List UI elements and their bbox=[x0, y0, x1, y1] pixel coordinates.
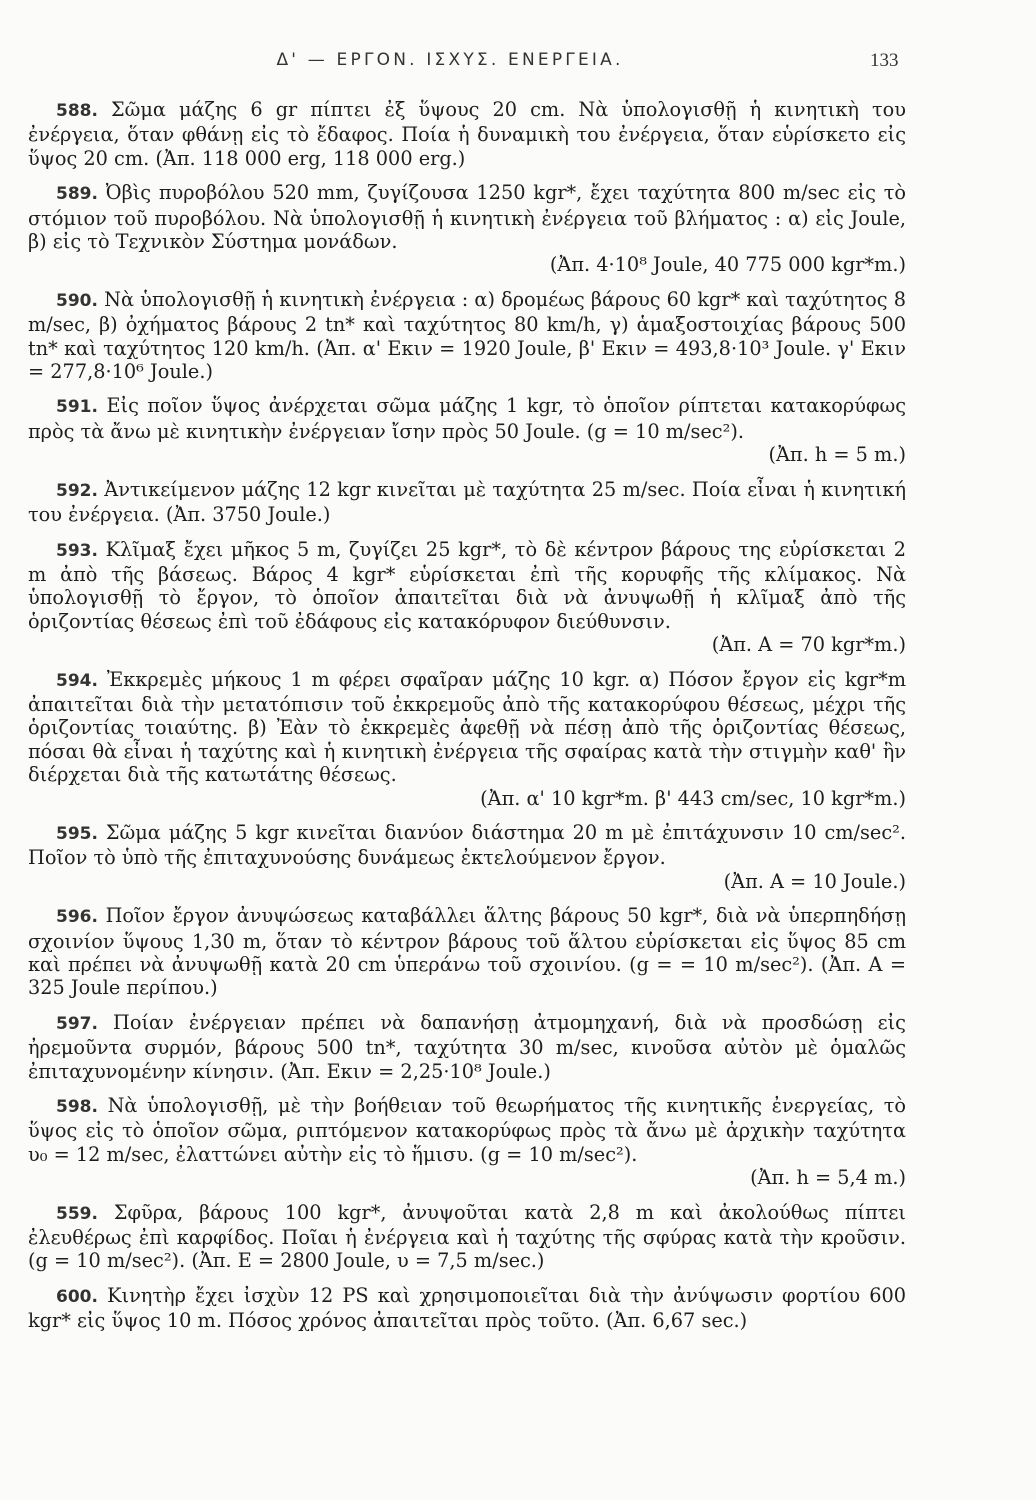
problem-text: Ποῖον ἔργον ἀνυψώσεως καταβάλλει ἅλτης βάρους 50 kgr*, διὰ νὰ ὑπερπηδήσῃ σχοινίον ὕψους 1,30 m, ὅταν τὸ κέντρον βάρους τοῦ ἅλτου εὑρίσκεται εἰς ὕψος 85 cm καὶ πρέπει νὰ ἀνυψωθῇ κατὰ 20 cm ὑπεράνω τοῦ σχοινίου. (g = = 10 m/sec²). (Ἀπ. A = 325 Joule περίπου.) bbox=[28, 904, 906, 1000]
problem-answer: (Ἀπ. 4·10⁸ Joule, 40 775 000 kgr*m.) bbox=[549, 253, 906, 277]
problem-number: 593. bbox=[56, 540, 98, 561]
page-number: 133 bbox=[870, 50, 899, 71]
problem-597 bbox=[28, 1011, 906, 1083]
problem-number: 594. bbox=[56, 670, 98, 691]
problem-text: Εἰς ποῖον ὕψος ἀνέρχεται σῶμα μάζης 1 kgr, τὸ ὁποῖον ρίπτεται κατακορύφως πρὸς τὰ ἄνω μὲ κινητικὴν ἐνέργειαν ἴσην πρὸς 50 Joule. (g = 10 m/sec²). bbox=[28, 394, 906, 443]
running-title: Δ' — ΕΡΓΟΝ. ΙΣΧΥΣ. ΕΝΕΡΓΕΙΑ. bbox=[276, 50, 624, 70]
problem-594 bbox=[28, 668, 906, 810]
problem-number: 597. bbox=[56, 1013, 98, 1034]
problem-number: 592. bbox=[56, 480, 98, 501]
problem-text: Κινητὴρ ἔχει ἰσχὺν 12 PS καὶ χρησιμοποιεῖται διὰ τὴν ἀνύψωσιν φορτίου 600 kgr* εἰς ὕψος 10 m. Πόσος χρόνος ἀπαιτεῖται πρὸς τοῦτο. (Ἀπ. 6,67 sec.) bbox=[28, 1283, 906, 1333]
problem-text: Ἐκκρεμὲς μήκους 1 m φέρει σφαῖραν μάζης 10 kgr. α) Πόσον ἔργον εἰς kgr*m ἀπαιτεῖται διὰ τὴν μετατόπισιν τοῦ ἐκκρεμοῦς ἀπὸ τῆς κατακορύφου θέσεως, μέχρι τῆς ὁριζοντίας τοιαύτης. β) Ἐὰν τὸ ἐκκρεμὲς ἀφεθῇ νὰ πέσῃ ἀπὸ τῆς ὁριζοντίας θέσεως, πόσαι θὰ εἶναι ἡ ταχύτης καὶ ἡ κινητικὴ ἐνέργεια τῆς σφαίρας κατὰ τὴν στιγμὴν καθ' ἣν διέρχεται διὰ τῆς κατωτάτης θέσεως. bbox=[28, 667, 906, 787]
problem-text: Ὀβὶς πυροβόλου 520 mm, ζυγίζουσα 1250 kgr*, ἔχει ταχύτητα 800 m/sec εἰς τὸ στόμιον τοῦ πυροβόλου. Νὰ ὑπολογισθῇ ἡ κινητικὴ ἐνέργεια τοῦ βλήματος : α) εἰς Joule, β) εἰς τὸ Τεχνικὸν Σύστημα μονάδων. bbox=[28, 181, 906, 254]
problem-text: Σφῦρα, βάρους 100 kgr*, ἀνυψοῦται κατὰ 2,8 m καὶ ἀκολούθως πίπτει ἐλευθέρως ἐπὶ καρφίδος. Ποῖαι ἡ ἐνέργεια καὶ ἡ ταχύτης τῆς σφύρας κατὰ τὴν κροῦσιν. (g = 10 m/sec²). (Ἀπ. E = 2800 Joule, υ = 7,5 m/sec.) bbox=[28, 1200, 906, 1273]
problem-number: 596. bbox=[56, 907, 98, 928]
problem-588 bbox=[28, 98, 906, 170]
problem-text: Ἀντικείμενον μάζης 12 kgr κινεῖται μὲ ταχύτητα 25 m/sec. Ποία εἶναι ἡ κινητική του ἐνέργεια. (Ἀπ. 3750 Joule.) bbox=[28, 477, 906, 527]
problem-answer: (Ἀπ. h = 5,4 m.) bbox=[750, 1166, 906, 1190]
problem-text: Ποίαν ἐνέργειαν πρέπει νὰ δαπανήσῃ ἀτμομηχανή, διὰ νὰ προσδώσῃ εἰς ἠρεμοῦντα συρμόν, βάρους 500 tn*, ταχύτητα 30 m/sec, κινοῦσα αὐτὸν μὲ ὁμαλῶς ἐπιταχυνομένην κίνησιν. (Ἀπ. Eκιν = 2,25·10⁸ Joule.) bbox=[28, 1010, 906, 1083]
problem-600 bbox=[28, 1284, 906, 1333]
problem-answer: (Ἀπ. A = 10 Joule.) bbox=[723, 869, 906, 893]
problem-number: 559. bbox=[56, 1203, 98, 1224]
problem-592 bbox=[28, 478, 906, 527]
problem-answer: (Ἀπ. A = 70 kgr*m.) bbox=[711, 633, 906, 657]
problem-number: 590. bbox=[56, 290, 98, 311]
problem-text: Σῶμα μάζης 6 gr πίπτει ἐξ ὕψους 20 cm. Νὰ ὑπολογισθῇ ἡ κινητικὴ του ἐνέργεια, ὅταν φθάνῃ εἰς τὸ ἔδαφος. Ποία ἡ δυναμικὴ του ἐνέργεια, ὅταν εὑρίσκετο εἰς ὕψος 20 cm. (Ἀπ. 118 000 erg, 118 000 erg.) bbox=[28, 98, 906, 170]
problem-answer: (Ἀπ. α' 10 kgr*m. β' 443 cm/sec, 10 kgr*m.) bbox=[480, 786, 906, 810]
problem-text: Νὰ ὑπολογισθῇ, μὲ τὴν βοήθειαν τοῦ θεωρήματος τῆς κινητικῆς ἐνεργείας, τὸ ὕψος εἰς τὸ ὁποῖον σῶμα, ριπτόμενον κατακορύφως πρὸς τὰ ἄνω μὲ ἀρχικὴν ταχύτητα υ₀ = 12 m/sec, ἐλαττώνει αὐτὴν εἰς τὸ ἥμισυ. (g = 10 m/sec²). bbox=[28, 1094, 906, 1166]
problem-590 bbox=[28, 288, 906, 384]
problem-number: 595. bbox=[56, 823, 98, 844]
problem-answer: (Ἀπ. h = 5 m.) bbox=[768, 443, 906, 467]
problem-596 bbox=[28, 904, 906, 1000]
problem-number: 588. bbox=[56, 101, 98, 121]
problem-593 bbox=[28, 538, 906, 657]
problem-list bbox=[28, 98, 906, 1344]
problem-595 bbox=[28, 821, 906, 893]
problem-number: 589. bbox=[56, 184, 98, 205]
problem-599 bbox=[28, 1201, 906, 1273]
problem-text: Κλῖμαξ ἔχει μῆκος 5 m, ζυγίζει 25 kgr*, τὸ δὲ κέντρον βάρους της εὑρίσκεται 2 m ἀπὸ τῆς βάσεως. Βάρος 4 kgr* εὑρίσκεται ἐπὶ τῆς κορυφῆς τῆς κλίμακος. Νὰ ὑπολογισθῇ τὸ ἔργον, τὸ ὁποῖον ἀπαιτεῖται διὰ νὰ ἀνυψωθῇ ἡ κλῖμαξ ἀπὸ τῆς ὁριζοντίας θέσεως ἐπὶ τοῦ ἐδάφους εἰς κατακόρυφον διεύθυνσιν. bbox=[28, 537, 906, 633]
page-header bbox=[0, 50, 1036, 90]
problem-number: 600. bbox=[56, 1286, 98, 1307]
problem-589 bbox=[28, 181, 906, 277]
problem-text: Σῶμα μάζης 5 kgr κινεῖται διανύον διάστημα 20 m μὲ ἐπιτάχυνσιν 10 cm/sec². Ποῖον τὸ ὑπὸ τῆς ἐπιταχυνούσης δυνάμεως ἐκτελούμενον ἔργον. bbox=[28, 820, 906, 870]
problem-text: Νὰ ὑπολογισθῇ ἡ κινητικὴ ἐνέργεια : α) δρομέως βάρους 60 kgr* καὶ ταχύτητος 8 m/sec, β) ὀχήματος βάρους 2 tn* καὶ ταχύτητος 80 km/h, γ) ἁμαξοστοιχίας βάρους 500 tn* καὶ ταχύτητος 120 km/h. (Ἀπ. α' Eκιν = 1920 Joule, β' Eκιν = 493,8·10³ Joule. γ' Eκιν = 277,8·10⁶ Joule.) bbox=[28, 287, 906, 384]
problem-598 bbox=[28, 1094, 906, 1190]
problem-number: 591. bbox=[56, 397, 98, 418]
problem-number: 598. bbox=[56, 1097, 98, 1118]
problem-591 bbox=[28, 394, 906, 466]
